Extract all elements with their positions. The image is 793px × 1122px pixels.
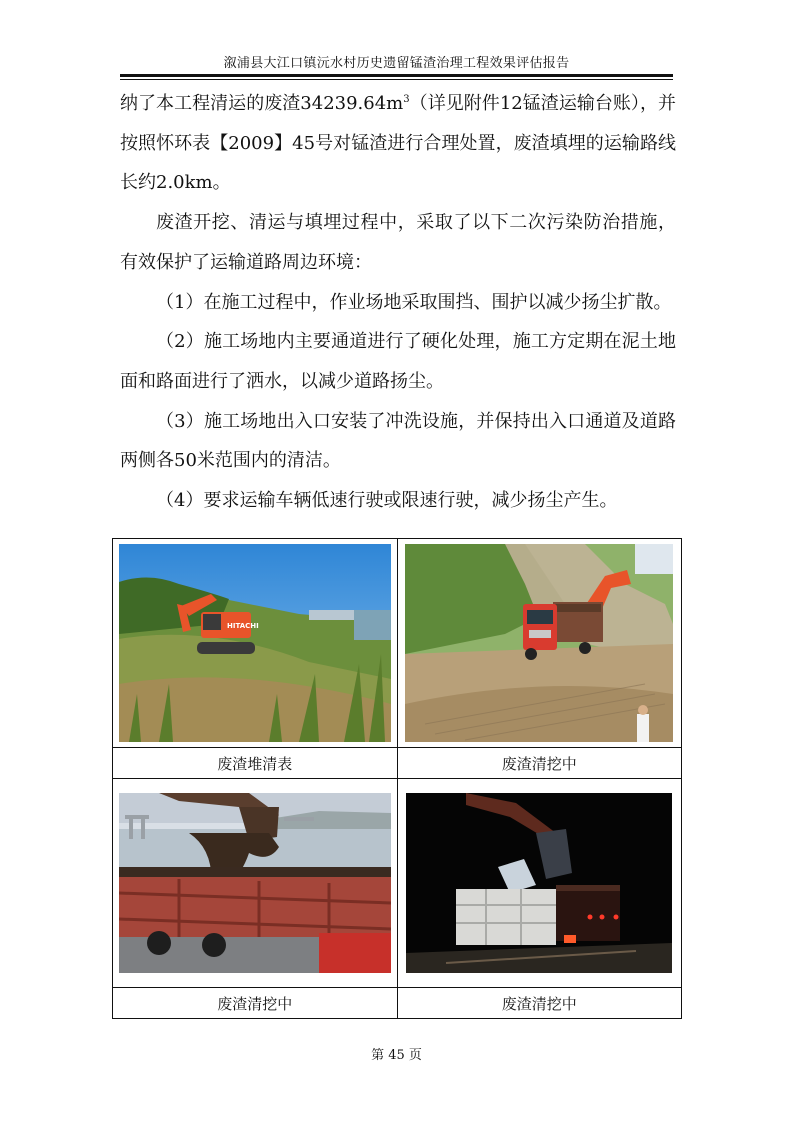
photo-cell [113,539,398,748]
report-header-title: 溆浦县大江口镇沅水村历史遗留锰渣治理工程效果评估报告 [223,56,570,71]
photo-caption: 废渣清挖中 [397,748,682,779]
paragraph-disposal: 纳了本工程清运的废渣$34239.64m^3$（详见附件12锰渣运输台账），并按照怀环表【2009】45号对锰渣进行合理处置，废渣填埋的运输路线长约2.0km。 [120,93,676,194]
bucket-loading-photo [119,793,391,973]
excavator-brand-label: HITACHI [226,622,259,630]
measure-item-1: （1）在施工过程中，作业场地采取围挡、围护以减少扬尘扩散。 [156,291,672,313]
night-loading-photo [406,793,672,973]
paragraph-measures-intro: 废渣开挖、清运与填埋过程中，采取了以下二次污染防治措施，有效保护了运输道路周边环境： [120,212,676,273]
header-divider-thin [120,79,673,80]
header-divider-thick [120,74,673,77]
measure-item-4: （4）要求运输车辆低速行驶或限速行驶，减少扬尘产生。 [156,490,618,512]
photo-table [112,538,682,1019]
photo-cell [397,539,682,748]
report-body [120,84,676,521]
photo-cell [397,779,682,988]
photo-caption: 废渣清挖中 [397,988,682,1019]
measure-item-2: （2）施工场地内主要通道进行了硬化处理，施工方定期在泥土地面和路面进行了洒水，以减少道路扬尘。 [120,331,676,392]
page-number: 第 45 页 [371,1048,422,1063]
photo-caption: 废渣清挖中 [113,988,398,1019]
dump-truck-photo [405,544,673,742]
excavator-photo [119,544,391,742]
measure-item-3: （3）施工场地出入口安装了冲洗设施，并保持出入口通道及道路两侧各50米范围内的清洁。 [120,410,676,472]
cubic-superscript: 3 [403,94,410,105]
photo-caption: 废渣堆清表 [113,748,398,779]
truck-bed-lit [456,889,556,945]
photo-cell [113,779,398,988]
